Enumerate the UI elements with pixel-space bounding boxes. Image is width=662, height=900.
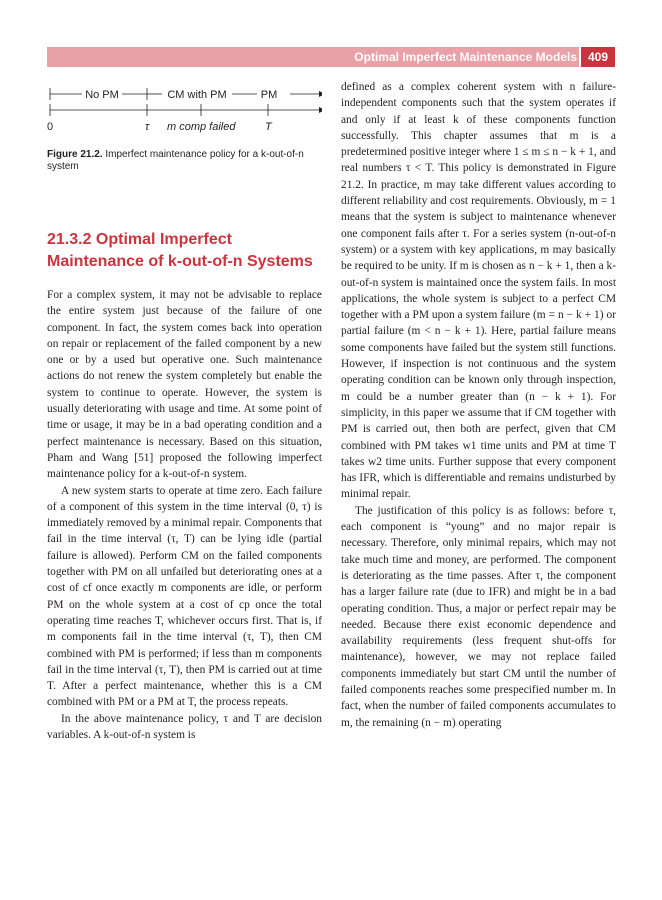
top-arrowhead: [319, 91, 322, 97]
label-pm: PM: [260, 89, 278, 101]
label-zero: 0: [47, 121, 54, 133]
section-heading-line1: 21.3.2 Optimal Imperfect: [47, 231, 232, 248]
section-heading-line2: Maintenance of k-out-of-n Systems: [47, 253, 313, 270]
label-cm-with-pm: CM with PM: [167, 89, 227, 101]
left-column: [47, 287, 322, 743]
running-header: [47, 47, 615, 67]
label-m-comp-failed: m comp failed: [167, 121, 236, 133]
paragraph: A new system starts to operate at time zero. Each failure of a component of this system in the time interval (0, τ) is immediately removed by a minimal repair. Components that fail in the time interval (τ, T) can be lying idle (partial failure is allowed). Perform CM on the failed components together with PM on all unfailed but deteriorating ones at a cost of cf once exactly m components are idle, or perform PM on the whole system at a cost of cp once the total operating time reaches T, whichever occurs first. That is, if m components fail in the time interval (τ, T), then CM combined with PM is performed; if less than m components fail in the time interval (τ, T), then PM is carried out at time T. After a perfect maintenance, whether this is a CM combined with PM or a PM at T, the process repeats.: [47, 484, 322, 709]
label-no-pm: No PM: [85, 89, 119, 101]
figure-caption-text: Imperfect maintenance policy for a k-out-of-n system: [47, 149, 304, 172]
paragraph: For a complex system, it may not be advisable to replace the entire system just because of the failure of one component. In fact, the system comes back into operation on repair or replacement of the failed component by a new one or by a used but operative one. Such maintenance actions do not renew the system completely but enable the system to continue to operate. However, the system is usually deteriorating with usage and time. At some point of time or usage, it may be in a bad operating condition and a perfect maintenance is necessary. Based on this situation, Pham and Wang [51] proposed the following imperfect maintenance policy for a k-out-of-n system.: [47, 289, 322, 481]
figure-caption-label: Figure 21.2.: [47, 149, 103, 160]
right-column: [341, 79, 616, 731]
figure-caption: [47, 149, 322, 173]
figure-timeline: [47, 85, 322, 135]
page-number: 409: [581, 47, 615, 67]
paragraph: defined as a complex coherent system with n failure-independent components such that the system operates if and only if at least k of these components function successfully. This chapter assumes that m is a predetermined positive integer where 1 ≤ m ≤ n − k + 1, and real numbers τ < T. This policy is demonstrated in Figure 21.2. In practice, m may take different values according to different reliability and cost requirements. Obviously, m = 1 means that the system is subject to maintenance whenever one component fails after τ. For a series system (n-out-of-n system) or a system with key applications, m may basically be required to be unity. If m is chosen as n − k + 1, then a k-out-of-n system is maintained once the system fails. In most applications, the whole system is subject to a perfect CM together with a PM upon a system failure (m = n − k + 1) or partial failure (m < n − k + 1). Here, partial failure means some components have failed but the system still functions. However, if inspection is not continuous and the system operating condition can be known only through inspection, m could be a number greater than (n − k + 1). For simplicity, in this paper we assume that if CM together with PM is carried out, then both are perfect, given that CM combined with PM takes w1 time units and PM at time T takes w2 time units. Further suppose that every component has IFR, which is differentiable and remains undisturbed by minimal repair.: [341, 81, 616, 501]
timeline-diagram: [47, 85, 322, 135]
label-tau: τ: [145, 121, 150, 133]
paragraph: The justification of this policy is as follows: before τ, each component is “young” and no major repair is necessary. Therefore, only minimal repairs, which may not take much time and money, are performed. The component is deteriorating as the time passes. After τ, the component has a larger failure rate (due to IFR) and might be in a bad operating condition. Thus, a major or perfect repair may be needed. Because there exist economic dependence and availability requirements (less frequent shut-offs for maintenance), however, we may not replace failed components immediately but start CM until the number of failed components reaches some prespecified number m. In fact, when the number of failed components accumulates to m, the remaining (n − m) operating: [341, 504, 616, 729]
running-header-title: Optimal Imperfect Maintenance Models: [354, 50, 577, 64]
paragraph: In the above maintenance policy, τ and T are decision variables. A k-out-of-n system is: [47, 712, 322, 742]
label-T: T: [265, 121, 272, 133]
section-heading: [47, 229, 322, 273]
axis-arrowhead: [319, 107, 322, 113]
